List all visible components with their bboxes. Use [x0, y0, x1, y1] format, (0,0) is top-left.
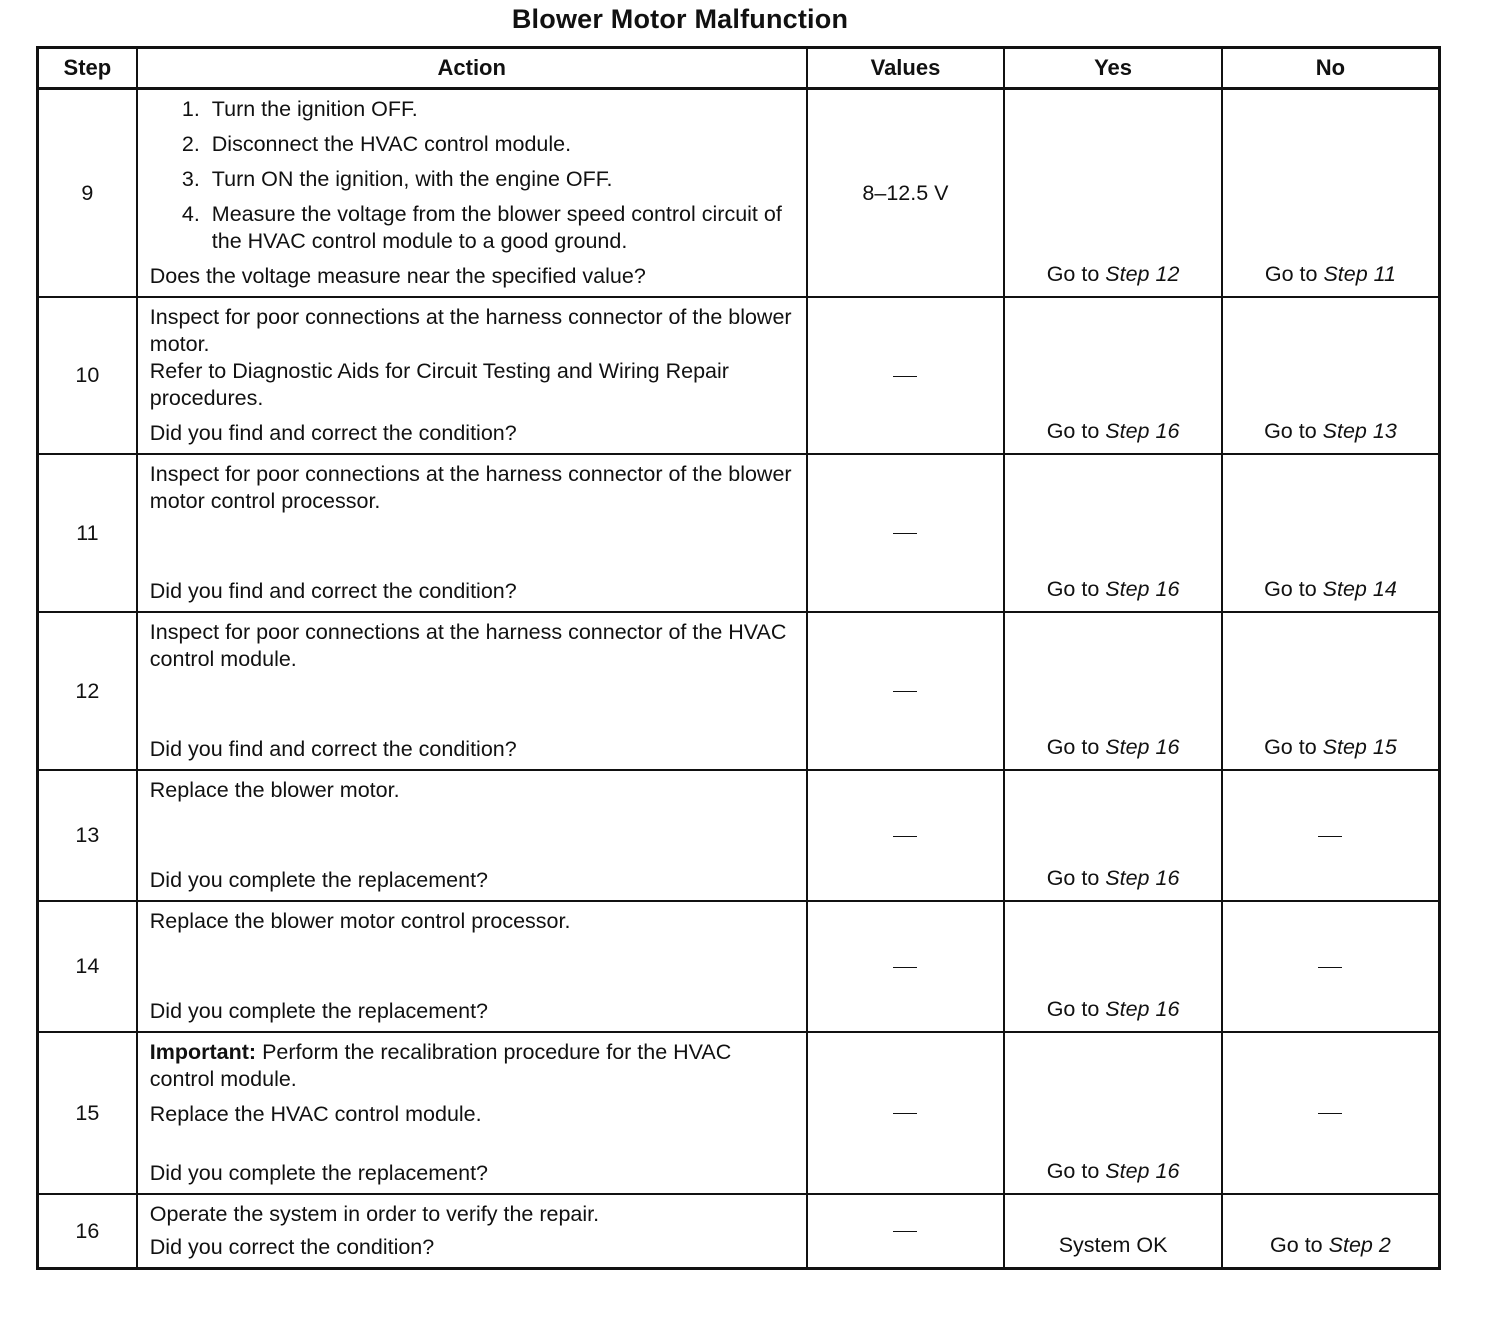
- values-cell: 8–12.5 V: [807, 89, 1005, 298]
- yes-cell: [1004, 901, 1222, 1032]
- action-question: Did you find and correct the condition?: [149, 421, 517, 445]
- no-prefix: Go to: [1264, 419, 1317, 443]
- action-question: Does the voltage measure near the specified value?: [149, 264, 646, 288]
- table-row-step-14: [38, 901, 1440, 1032]
- important-text: Perform the recalibration procedure for the HVAC control module.: [149, 1040, 732, 1091]
- values-cell: [807, 901, 1005, 1032]
- list-item: 3. Turn ON the ignition, with the engine OFF.: [206, 166, 794, 193]
- yes-step-link: Step 12: [1105, 262, 1180, 286]
- values-cell: [807, 297, 1005, 454]
- no-cell: [1222, 1032, 1440, 1194]
- yes-prefix: Go to: [1046, 577, 1100, 601]
- yes-prefix: Go to: [1046, 419, 1100, 443]
- header-row: [38, 48, 1440, 89]
- yes-step-link: Step 16: [1105, 735, 1180, 759]
- yes-step-link: Step 16: [1105, 577, 1180, 601]
- no-cell: [1222, 297, 1440, 454]
- yes-step-link: Step 16: [1105, 866, 1180, 890]
- dash-mark: [893, 376, 917, 377]
- step-number: 13: [38, 770, 137, 901]
- action-text: Replace the blower motor.: [149, 778, 400, 802]
- action-question: Did you complete the replacement?: [149, 1161, 488, 1185]
- action-question: Did you find and correct the condition?: [149, 737, 517, 761]
- table-row-step-12: [38, 612, 1440, 770]
- no-prefix: Go to: [1264, 577, 1317, 601]
- action-cell: [137, 901, 807, 1032]
- no-prefix: Go to: [1264, 735, 1317, 759]
- yes-step-link: Step 16: [1105, 997, 1180, 1021]
- header-yes: Yes: [1004, 48, 1222, 89]
- step-number: 14: [38, 901, 137, 1032]
- dash-mark: [1318, 967, 1342, 968]
- list-item: 4. Measure the voltage from the blower speed control circuit of the HVAC control module to a good ground.: [206, 201, 794, 255]
- no-step-link: Step 2: [1328, 1233, 1391, 1257]
- yes-cell: [1004, 454, 1222, 612]
- yes-step-link: Step 16: [1105, 419, 1180, 443]
- action-question: Did you find and correct the condition?: [149, 579, 517, 603]
- header-no: No: [1222, 48, 1440, 89]
- diagnostic-table: [36, 46, 1441, 1270]
- yes-cell: System OK: [1004, 1194, 1222, 1269]
- action-cell: [137, 454, 807, 612]
- action-cell: [137, 770, 807, 901]
- yes-cell: [1004, 297, 1222, 454]
- no-cell: [1222, 612, 1440, 770]
- action-question: Did you complete the replacement?: [149, 868, 488, 892]
- step-number: 10: [38, 297, 137, 454]
- values-cell: [807, 1032, 1005, 1194]
- action-text: Inspect for poor connections at the harness connector of the HVAC control module.: [149, 620, 787, 671]
- action-text: Operate the system in order to verify the repair.: [149, 1202, 600, 1226]
- yes-prefix: Go to: [1046, 735, 1100, 759]
- table-row-step-10: [38, 297, 1440, 454]
- dash-mark: [893, 836, 917, 837]
- no-cell: [1222, 901, 1440, 1032]
- values-cell: [807, 612, 1005, 770]
- yes-cell: [1004, 89, 1222, 298]
- no-step-link: Step 14: [1322, 577, 1397, 601]
- table-row-step-13: [38, 770, 1440, 901]
- yes-cell: [1004, 770, 1222, 901]
- dash-mark: [893, 967, 917, 968]
- yes-cell: [1004, 612, 1222, 770]
- step-number: 9: [38, 89, 137, 298]
- action-cell: [137, 1032, 807, 1194]
- header-action: Action: [137, 48, 807, 89]
- action-text: Inspect for poor connections at the harness connector of the blower motor control processor.: [149, 462, 792, 513]
- action-steps-list: [150, 96, 794, 255]
- action-cell: [137, 297, 807, 454]
- important-label: Important:: [149, 1040, 257, 1064]
- no-prefix: Go to: [1264, 262, 1318, 286]
- yes-prefix: Go to: [1046, 866, 1100, 890]
- no-cell: [1222, 454, 1440, 612]
- dash-mark: [893, 533, 917, 534]
- table-row-step-16: [38, 1194, 1440, 1269]
- header-values: Values: [807, 48, 1005, 89]
- values-cell: [807, 770, 1005, 901]
- action-question: Did you correct the condition?: [149, 1235, 435, 1259]
- dash-mark: [1318, 836, 1342, 837]
- table-row-step-9: [38, 89, 1440, 298]
- yes-step-link: Step 16: [1105, 1159, 1180, 1183]
- yes-cell: [1004, 1032, 1222, 1194]
- action-text: Replace the blower motor control processor.: [149, 909, 571, 933]
- action-cell: [137, 89, 807, 298]
- no-prefix: Go to: [1270, 1233, 1323, 1257]
- list-item: 2. Disconnect the HVAC control module.: [206, 131, 794, 158]
- table-row-step-15: [38, 1032, 1440, 1194]
- yes-prefix: Go to: [1046, 997, 1100, 1021]
- important-note: [150, 1039, 794, 1093]
- yes-prefix: Go to: [1046, 1159, 1100, 1183]
- action-cell: [137, 1194, 807, 1269]
- no-step-link: Step 13: [1322, 419, 1397, 443]
- action-question: Did you complete the replacement?: [149, 999, 488, 1023]
- no-cell: [1222, 1194, 1440, 1269]
- list-item: 1. Turn the ignition OFF.: [206, 96, 794, 123]
- no-step-link: Step 15: [1322, 735, 1397, 759]
- dash-mark: [893, 1231, 917, 1232]
- no-cell: [1222, 770, 1440, 901]
- action-text: Replace the HVAC control module.: [149, 1102, 482, 1126]
- no-cell: [1222, 89, 1440, 298]
- no-step-link: Step 11: [1323, 262, 1396, 286]
- action-text: Inspect for poor connections at the harness connector of the blower motor.: [149, 305, 792, 356]
- page-title: Blower Motor Malfunction: [511, 4, 849, 34]
- yes-prefix: Go to: [1046, 262, 1100, 286]
- values-cell: [807, 454, 1005, 612]
- step-number: 16: [38, 1194, 137, 1269]
- table-row-step-11: [38, 454, 1440, 612]
- dash-mark: [893, 691, 917, 692]
- action-cell: [137, 612, 807, 770]
- action-text: Refer to Diagnostic Aids for Circuit Testing and Wiring Repair procedures.: [149, 359, 729, 410]
- dash-mark: [1318, 1113, 1342, 1114]
- step-number: 12: [38, 612, 137, 770]
- step-number: 11: [38, 454, 137, 612]
- header-step: Step: [38, 48, 137, 89]
- values-cell: [807, 1194, 1005, 1269]
- step-number: 15: [38, 1032, 137, 1194]
- dash-mark: [893, 1113, 917, 1114]
